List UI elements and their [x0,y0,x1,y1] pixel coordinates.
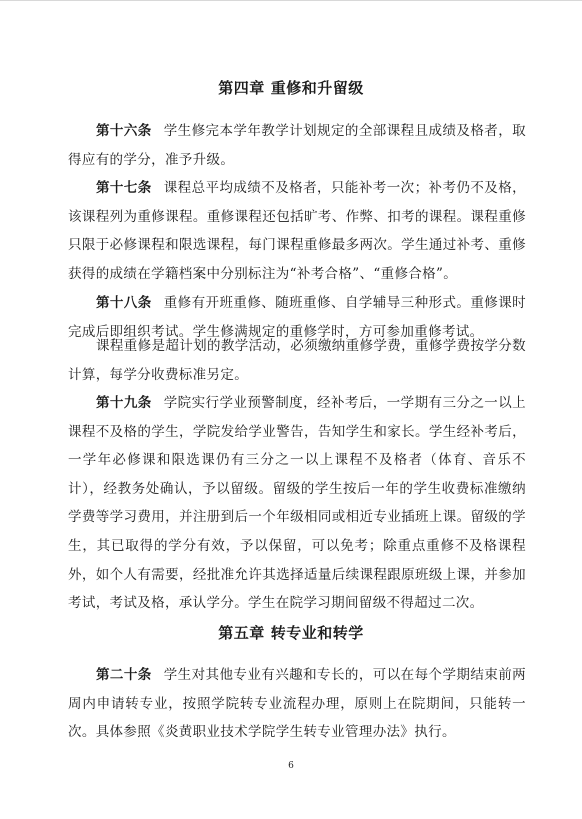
article-20-number: 第二十条 [96,667,152,683]
article-20-text: 学生对其他专业有兴趣和专长的，可以在每个学期结束前两周内申请转专业，按照学院转专业流程办理，原则上在院期间，只能转一次。具体参照《炎黄职业技术学院学生转专业管理办法》执行。 [68,667,526,741]
article-16-text: 学生修完本学年教学计划规定的全部课程且成绩及格者，取得应有的学分，准予升级。 [68,123,526,168]
article-18-number: 第十八条 [96,295,152,311]
chapter-5-heading [0,622,582,643]
page-number: 6 [288,761,294,771]
article-17 [68,174,526,288]
article-16-number: 第十六条 [96,123,152,139]
chapter-5-title: 转专业和转学 [270,624,364,642]
article-19-text: 学院实行学业预警制度，经补考后，一学期有三分之一以上课程不及格的学生，学院发给学业警告，告知学生和家长。学生经补考后，一学年必修课和限选课仍有三分之一以上课程不及格者（体育、音乐不计），经教务处确认，予以留级。留级的学生按后一年的学生收费标准缴纳学费等学习费用，并注册到后一个年级相同或相近专业插班上课。留级的学生，其已取得的学分有效，予以保留，可以免考；除重点重修不及格课程外，如个人有需要，经批准允许其选择适量后续课程跟原班级上课，并参加考试，考试及格，承认学分。学生在院学习期间留级不得超过二次。 [68,395,526,612]
chapter-4-title: 重修和升留级 [270,79,364,97]
article-19 [68,389,526,618]
article-19-number: 第十九条 [96,395,152,411]
chapter-4-heading [0,77,582,98]
article-20 [68,661,526,747]
article-17-number: 第十七条 [96,180,152,196]
article-18-paragraph-2 [68,332,526,389]
article-16 [68,117,526,174]
chapter-4-number: 第四章 [218,79,265,97]
chapter-5-number: 第五章 [218,624,265,642]
article-18-text: 重修有开班重修、随班重修、自学辅导三种形式。重修课时完成后即组织考试。学生修满规定的重修学时，方可参加重修考试。 [68,295,526,340]
article-17-text: 课程总平均成绩不及格者，只能补考一次；补考仍不及格，该课程列为重修课程。重修课程还包括旷考、作弊、扣考的课程。课程重修只限于必修课程和限选课程，每门课程重修最多两次。学生通过补考、重修获得的成绩在学籍档案中分别标注为“补考合格”、“重修合格”。 [68,180,526,282]
article-18-paragraph-2-text: 课程重修是超计划的教学活动，必须缴纳重修学费，重修学费按学分数计算，每学分收费标准另定。 [68,338,526,383]
